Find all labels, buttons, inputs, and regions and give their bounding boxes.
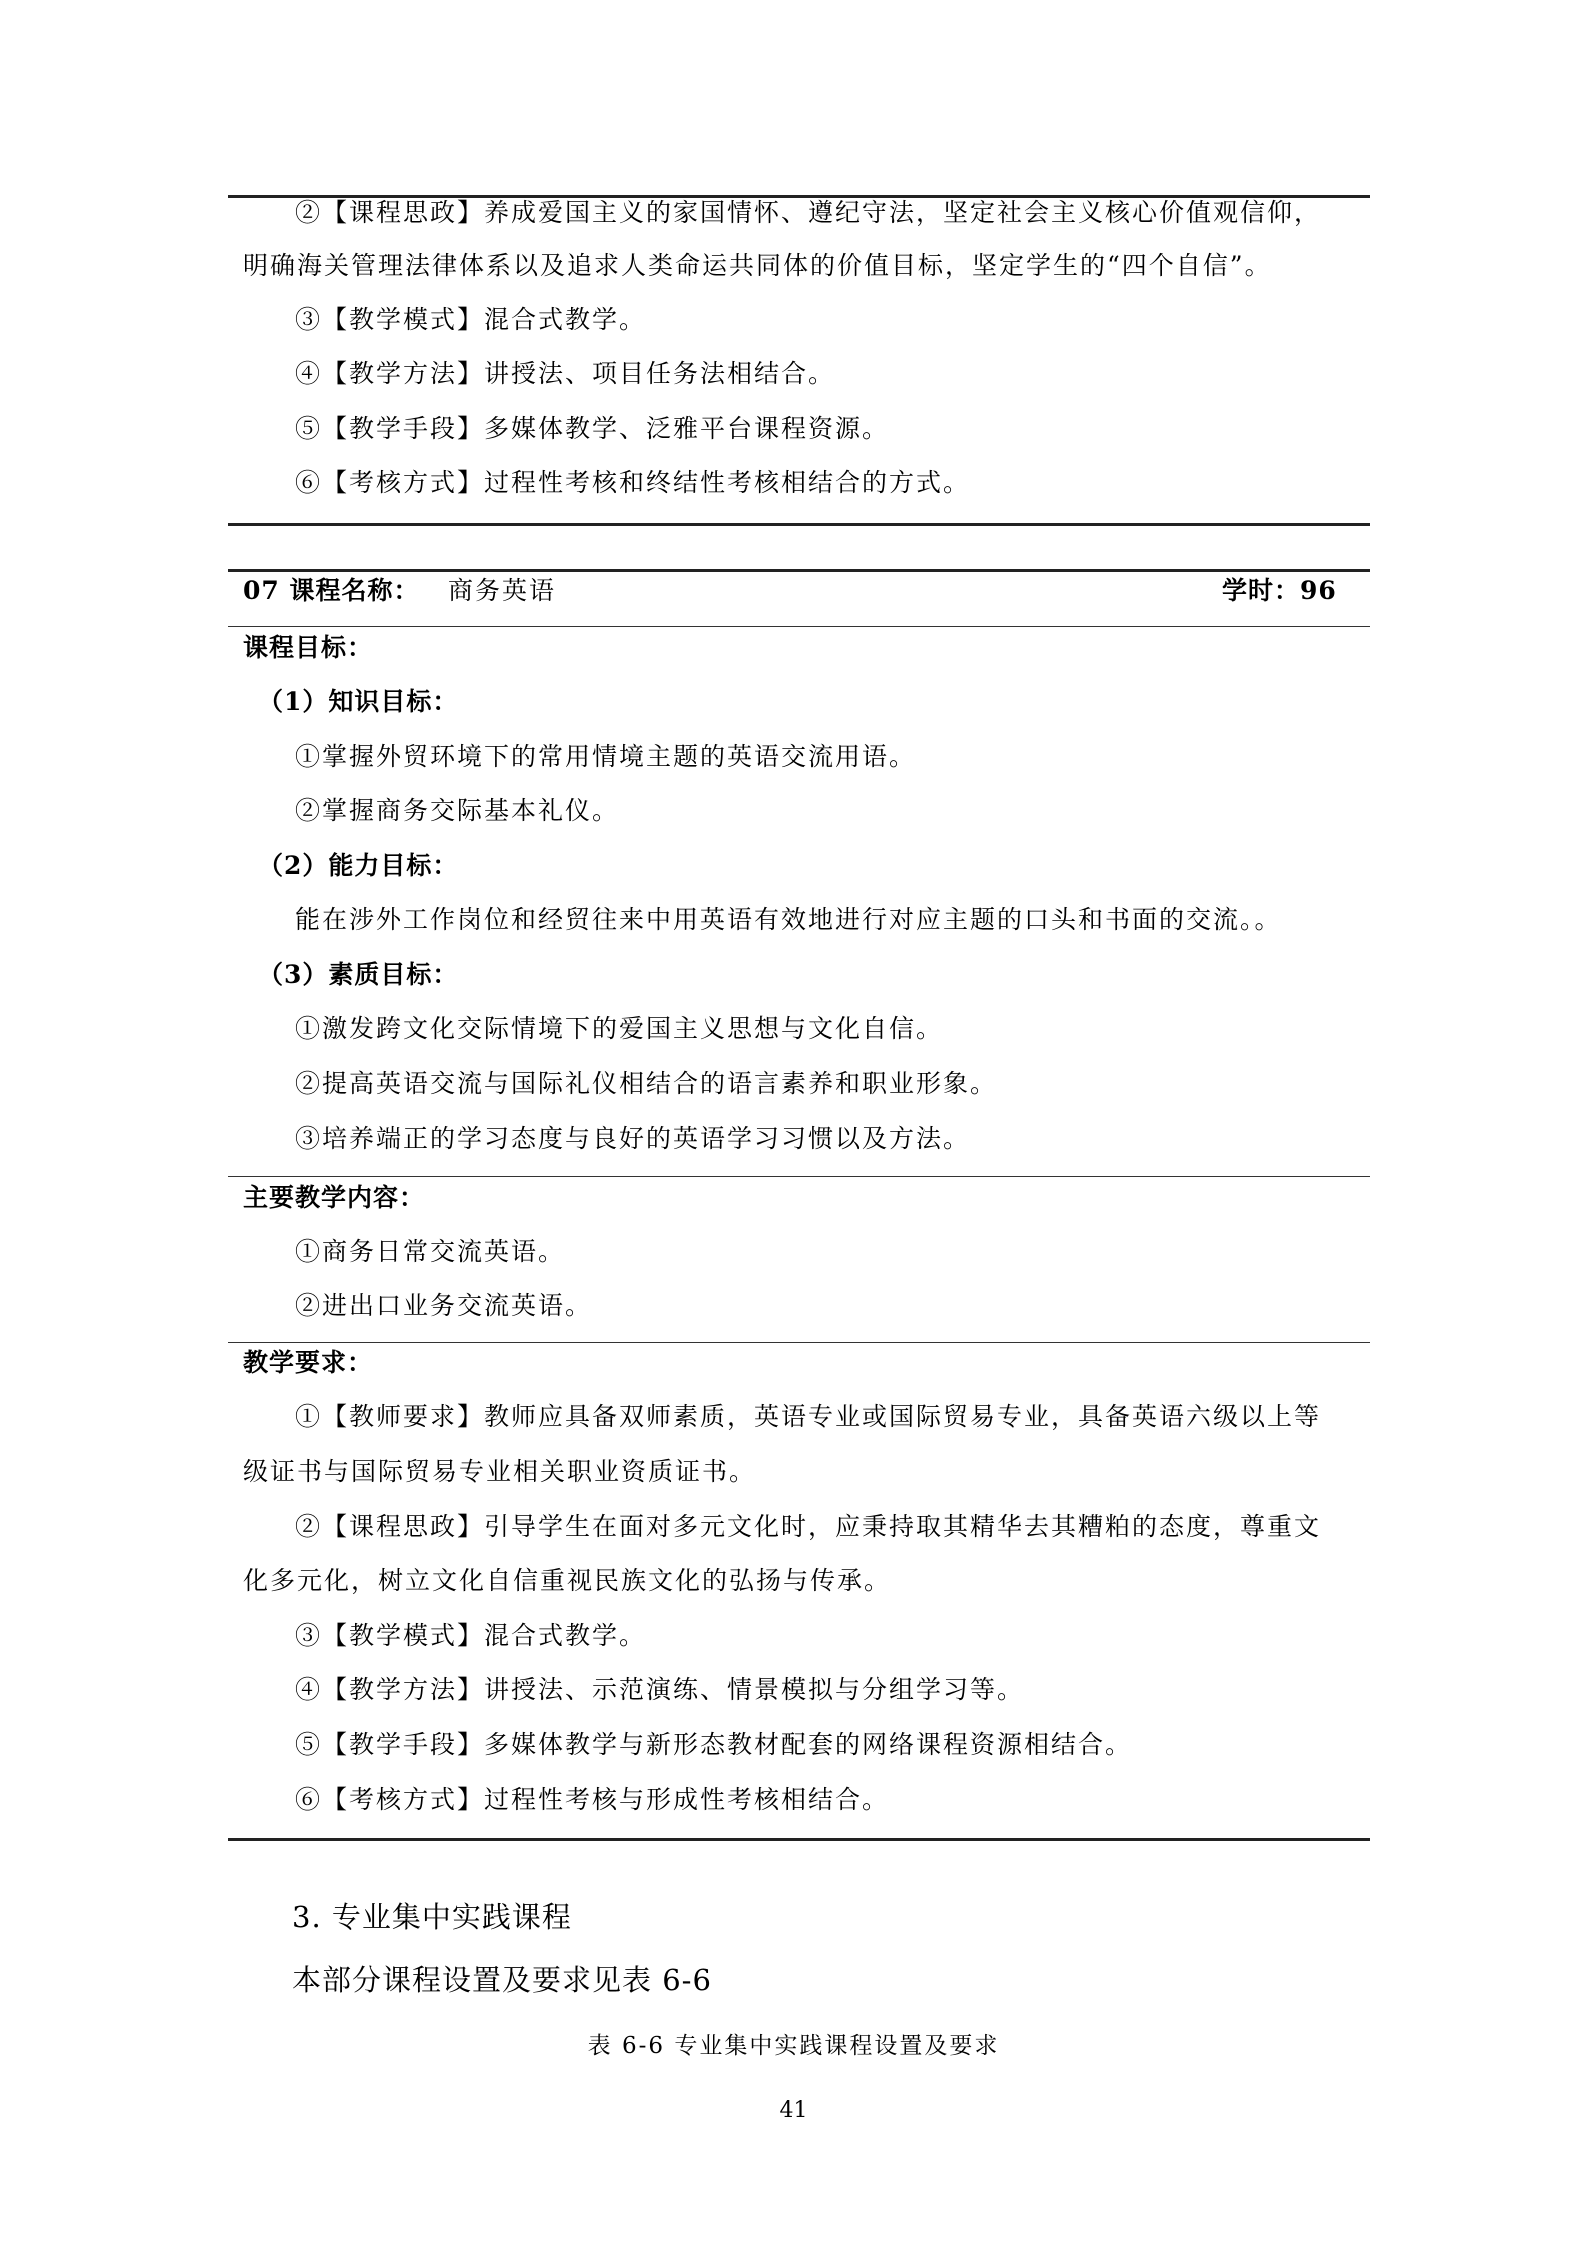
requirement-line: ①【教师要求】教师应具备双师素质，英语专业或国际贸易专业，具备英语六级以上等 [295, 1402, 1322, 1431]
content-heading: 主要教学内容： [243, 1183, 426, 1212]
requirement-line: 化多元化，树立文化自信重视民族文化的弘扬与传承。 [243, 1566, 892, 1595]
course-top-rule [228, 569, 1370, 572]
ability-item: 能在涉外工作岗位和经贸往来中用英语有效地进行对应主题的口头和书面的交流。。 [295, 905, 1282, 934]
text-line: ⑥【考核方式】过程性考核和终结性考核相结合的方式。 [295, 468, 971, 497]
divider [228, 1342, 1370, 1343]
table-caption: 表 6-6 专业集中实践课程设置及要求 [587, 2033, 1000, 2059]
table-bottom-rule [228, 523, 1370, 526]
knowledge-item: ①掌握外贸环境下的常用情境主题的英语交流用语。 [295, 742, 917, 771]
quality-heading: （3）素质目标： [258, 960, 459, 989]
section-title: 3. 专业集中实践课程 [292, 1900, 572, 1934]
course-name: 商务英语 [448, 576, 557, 605]
knowledge-heading: （1）知识目标： [258, 687, 459, 716]
goals-heading: 课程目标： [243, 633, 374, 662]
requirements-heading: 教学要求： [243, 1348, 374, 1377]
divider [228, 1176, 1370, 1177]
page-number: 41 [779, 2098, 808, 2123]
knowledge-item: ②掌握商务交际基本礼仪。 [295, 796, 620, 825]
text-line: ③【教学模式】混合式教学。 [295, 305, 647, 334]
course-hours: 学时：96 [1222, 576, 1337, 605]
quality-item: ②提高英语交流与国际礼仪相结合的语言素养和职业形象。 [295, 1069, 998, 1098]
requirement-line: ④【教学方法】讲授法、示范演练、情景模拟与分组学习等。 [295, 1675, 1025, 1704]
section-intro: 本部分课程设置及要求见表 6-6 [292, 1963, 712, 1997]
content-item: ①商务日常交流英语。 [295, 1237, 566, 1266]
course-bottom-rule [228, 1838, 1370, 1841]
ability-heading: （2）能力目标： [258, 851, 459, 880]
text-line: ④【教学方法】讲授法、项目任务法相结合。 [295, 359, 836, 388]
requirement-line: ⑤【教学手段】多媒体教学与新形态教材配套的网络课程资源相结合。 [295, 1730, 1133, 1759]
text-line: 明确海关管理法律体系以及追求人类命运共同体的价值目标，坚定学生的“四个自信”。 [243, 251, 1272, 280]
text-line: ②【课程思政】养成爱国主义的家国情怀、遵纪守法，坚定社会主义核心价值观信仰， [295, 198, 1322, 227]
requirement-line: ⑥【考核方式】过程性考核与形成性考核相结合。 [295, 1785, 890, 1814]
requirement-line: 级证书与国际贸易专业相关职业资质证书。 [243, 1457, 757, 1486]
divider [228, 626, 1370, 627]
content-item: ②进出口业务交流英语。 [295, 1291, 593, 1320]
quality-item: ③培养端正的学习态度与良好的英语学习习惯以及方法。 [295, 1124, 971, 1153]
course-name-label: 07 课程名称： [243, 576, 420, 605]
requirement-line: ②【课程思政】引导学生在面对多元文化时，应秉持取其精华去其糟粕的态度，尊重文 [295, 1512, 1322, 1541]
requirement-line: ③【教学模式】混合式教学。 [295, 1621, 647, 1650]
text-line: ⑤【教学手段】多媒体教学、泛雅平台课程资源。 [295, 414, 890, 443]
quality-item: ①激发跨文化交际情境下的爱国主义思想与文化自信。 [295, 1014, 944, 1043]
